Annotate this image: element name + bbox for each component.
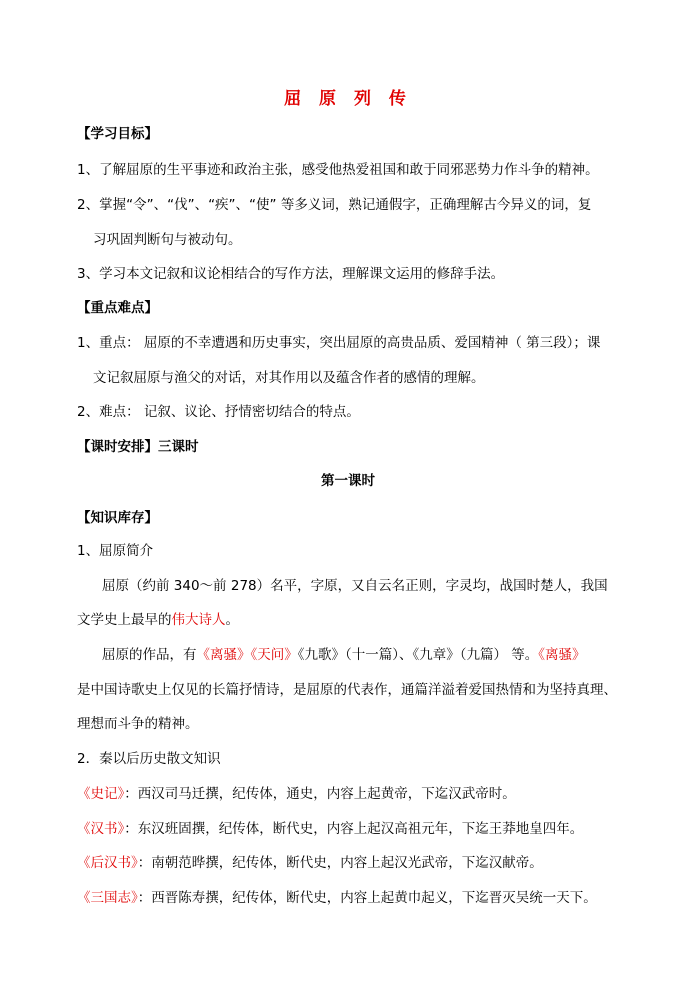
history-item xyxy=(77,784,516,804)
history-item xyxy=(77,853,543,873)
book-description: ：西晋陈寿撰，纪传体，断代史，内容上起黄巾起义，下迄晋灭吴统一天下。 xyxy=(137,890,597,906)
works-line-3: 理想而斗争的精神。 xyxy=(77,716,199,732)
key-point-1: 1、重点： 屈原的不幸遭遇和历史事实，突出屈原的高贵品质、爱国精神（ 第三段）；课 xyxy=(77,335,601,351)
works-list: 《九歌》（十一篇）、《九章》（九篇） 等。 xyxy=(297,647,539,663)
works-highlight-1: 《离骚》《天问》 xyxy=(196,647,298,663)
objectives-heading: 【学习目标】 xyxy=(77,126,158,142)
objective-item-2-cont: 习巩固判断句与被动句。 xyxy=(93,232,242,248)
lesson-title: 第一课时 xyxy=(321,473,375,489)
schedule-value: 三课时 xyxy=(158,439,199,455)
knowledge-heading: 【知识库存】 xyxy=(77,510,158,526)
book-description: ：西汉司马迁撰，纪传体，通史，内容上起黄帝，下迄汉武帝时。 xyxy=(124,786,516,802)
objective-item-3: 3、学习本文记叙和议论相结合的写作方法，理解课文运用的修辞手法。 xyxy=(77,266,505,282)
great-poet-highlight: 伟大诗人 xyxy=(171,612,226,628)
book-title: 《汉书》 xyxy=(77,821,125,837)
key-point-2: 2、难点： 记叙、议论、抒情密切结合的特点。 xyxy=(77,404,360,420)
schedule-line xyxy=(77,437,199,457)
objective-item-2: 2、掌握“令”、“伐”、“疾”、“使” 等多义词，熟记通假字，正确理解古今异义的词，复 xyxy=(77,197,592,213)
book-description: ：南朝范晔撰，纪传体，断代史，内容上起汉光武帝，下迄汉献帝。 xyxy=(137,855,543,871)
book-title: 《后汉书》 xyxy=(77,855,138,871)
objective-item-1: 1、了解屈原的生平事迹和政治主张，感受他热爱祖国和敢于同邪恶势力作斗争的精神。 xyxy=(77,162,599,178)
key-point-1-cont: 文记叙屈原与渔父的对话，对其作用以及蕴含作者的感情的理解。 xyxy=(93,370,485,386)
book-title: 《三国志》 xyxy=(77,890,138,906)
history-item xyxy=(77,819,583,839)
schedule-heading: 【课时安排】 xyxy=(77,439,158,455)
bio-period: 。 xyxy=(225,612,239,628)
works-line-1 xyxy=(102,645,586,665)
bio-line-2 xyxy=(77,610,239,630)
page-title: 屈 原 列 传 xyxy=(284,89,412,109)
book-description: ：东汉班固撰，纪传体，断代史，内容上起汉高祖元年，下迄王莽地皇四年。 xyxy=(124,821,584,837)
bio-line-1: 屈原（约前 340～前 278）名平，字原，又自云名正则，字灵均，战国时楚人，我国 xyxy=(102,578,608,594)
section-1-title: 1、屈原简介 xyxy=(77,543,154,559)
works-intro: 屈原的作品，有 xyxy=(102,647,197,663)
works-line-2: 是中国诗歌史上仅见的长篇抒情诗，是屈原的代表作，通篇洋溢着爱国热情和为坚持真理、 xyxy=(77,682,617,698)
book-title: 《史记》 xyxy=(77,786,125,802)
history-item xyxy=(77,888,597,908)
key-points-heading: 【重点难点】 xyxy=(77,300,158,316)
works-highlight-2: 《离骚》 xyxy=(538,647,586,663)
section-2-title: 2．秦以后历史散文知识 xyxy=(77,751,221,767)
bio-text: 文学史上最早的 xyxy=(77,612,172,628)
